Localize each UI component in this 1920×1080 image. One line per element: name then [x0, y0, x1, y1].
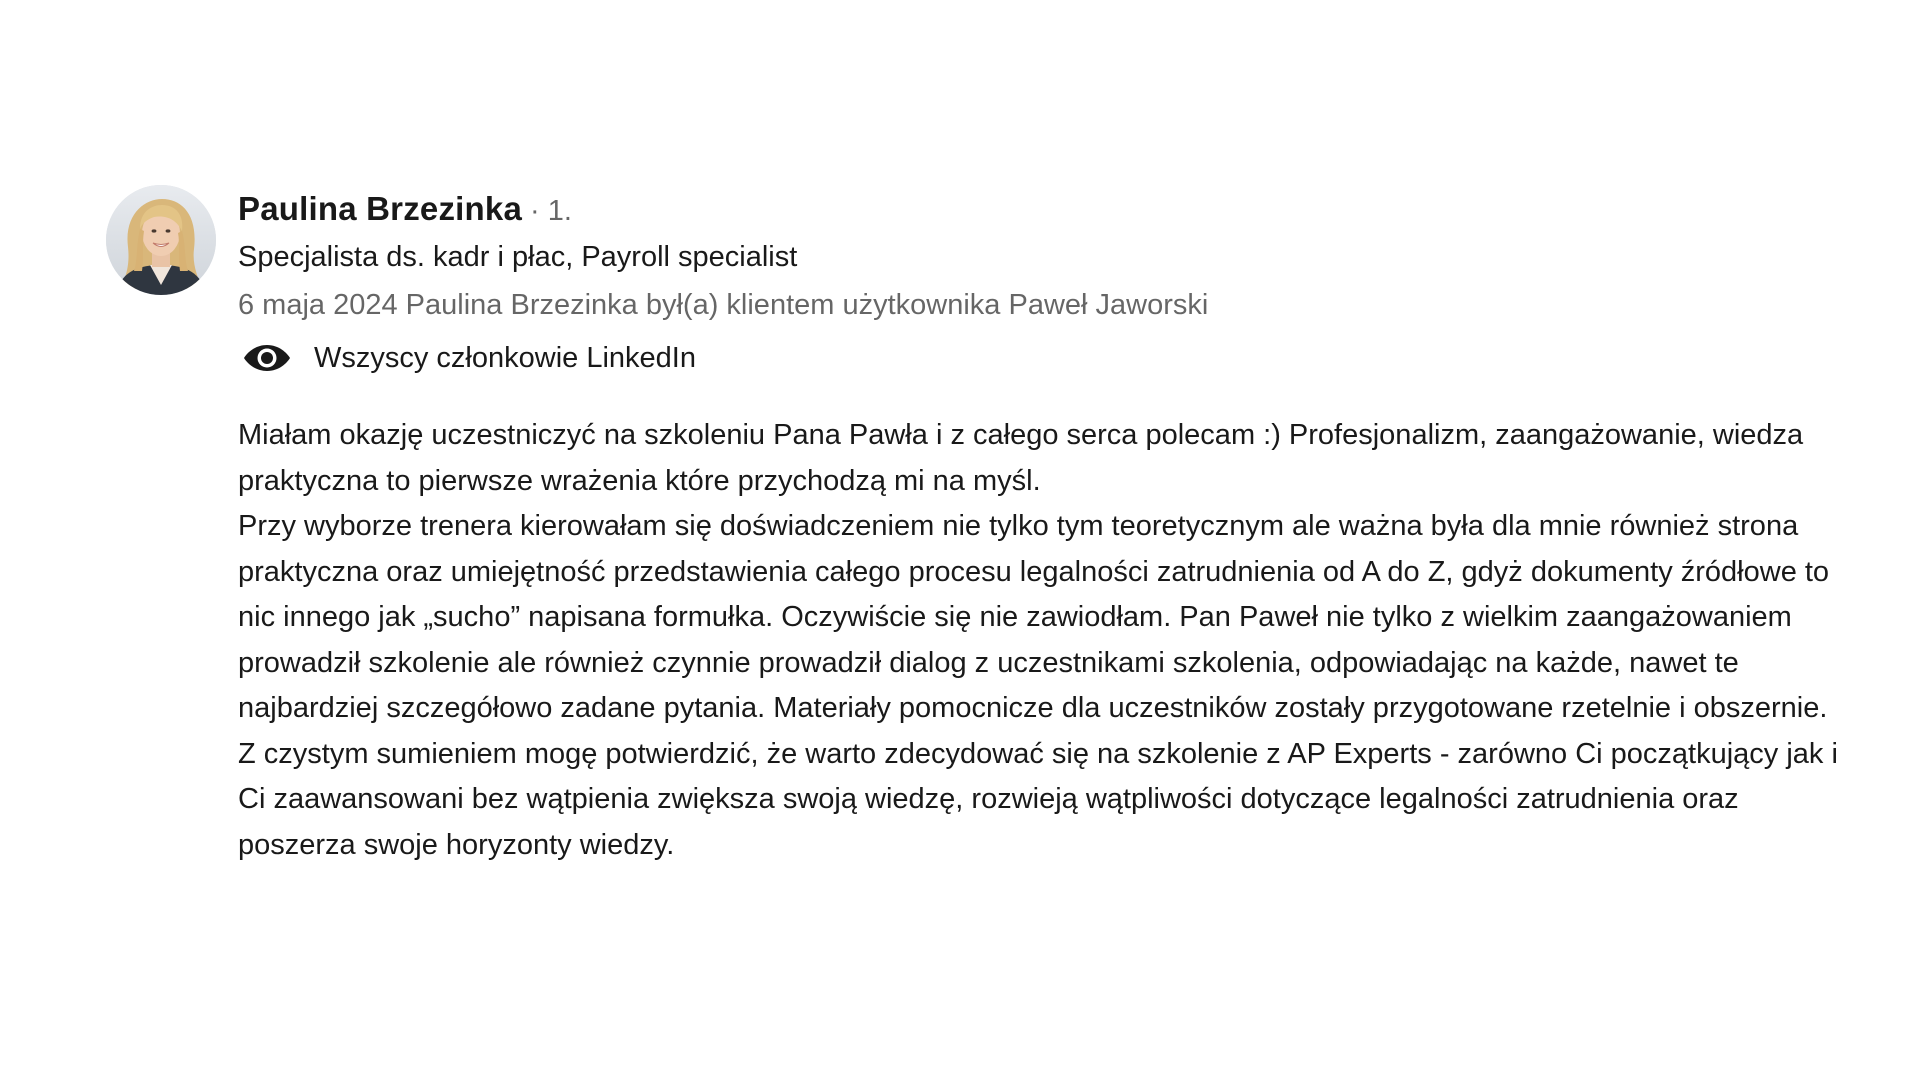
author-name-row: [238, 185, 1838, 233]
connection-degree: · 1.: [530, 195, 572, 227]
recommendation-text: [238, 413, 1838, 868]
author-name[interactable]: Paulina Brzezinka: [238, 190, 522, 227]
profile-photo-icon: [106, 185, 216, 295]
recommendation-content: [238, 185, 1838, 868]
recommendation-paragraph: Miałam okazję uczestniczyć na szkoleniu Pana Pawła i z całego serca polecam :) Profesjonalizm, zaangażowanie, wiedza praktyczna to pierwsze wrażenia które przychodzą mi na myśl.: [238, 419, 1804, 497]
author-avatar[interactable]: [106, 185, 216, 295]
recommendation-date-relation: 6 maja 2024 Paulina Brzezinka był(a) klientem użytkownika Paweł Jaworski: [238, 289, 1209, 321]
author-headline: Specjalista ds. kadr i płac, Payroll specialist: [238, 241, 798, 273]
recommendation-paragraph: Przy wyborze trenera kierowałam się doświadczeniem nie tylko tym teoretycznym ale ważna była dla mnie również strona praktyczna oraz umiejętność przedstawienia całego procesu legalności zatrudnienia od A do Z, gdyż dokumenty źródłowe to nic innego jak „sucho” napisana formułka. Oczywiście się nie zawiodłam. Pan Paweł nie tylko z wielkim zaangażowaniem prowadził szkolenie ale również czynnie prowadził dialog z uczestnikami szkolenia, odpowiadając na każde, nawet te najbardziej szczegółowo zadane pytania. Materiały pomocnicze dla uczestników zostały przygotowane rzetelnie i obszernie. Z czystym sumieniem mogę potwierdzić, że warto zdecydować się na szkolenie z AP Experts - zarówno Ci początkujący jak i Ci zaawansowani bez wątpienia zwiększa swoją wiedzę, rozwieją wątpliwości dotyczące legalności zatrudnienia oraz poszerza swoje horyzonty wiedzy.: [238, 510, 1838, 861]
recommendation-card: [106, 185, 1838, 868]
visibility-label: Wszyscy członkowie LinkedIn: [314, 341, 696, 374]
visibility-row: [238, 331, 1838, 385]
eye-icon: [242, 341, 294, 375]
